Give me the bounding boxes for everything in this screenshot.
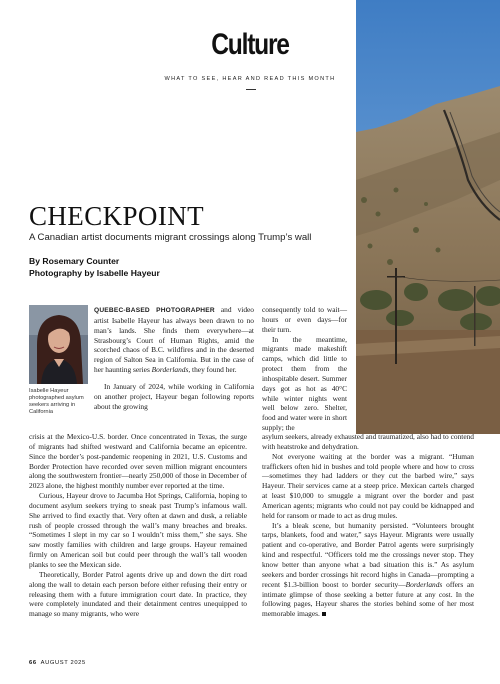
page-number: 66	[29, 660, 37, 666]
headline: CHECKPOINT	[29, 201, 205, 231]
issue-date: AUGUST 2025	[40, 660, 86, 666]
body-paragraph: asylum seekers, already exhausted and traumatized, also had to contend with heatstroke and dehydration.	[262, 432, 474, 451]
body-column-top-right	[262, 305, 347, 433]
body-paragraph: Theoretically, Border Patrol agents drive up and down the dirt road along the wall to detain each person before either refusing their entry or releasing them with a future immigration court date. In practice, they were completely inundated and their detainment centres unequipped to manage so many migrants, who were	[29, 569, 247, 619]
section-divider	[246, 89, 256, 90]
body-paragraph: crisis at the Mexico-U.S. border. Once concentrated in Texas, the surge of migrants had shifted westward and California became an epicentre. Since the border’s post-pandemic reopening in 2021, U.S. Customs and Border Protection have recorded over seven million migrant encounters along the southwestern frontier—nearly 250,000 of those in December of 2023 alone, the highest monthly number ever reported at the time.	[29, 432, 247, 491]
lead-in: QUEBEC-BASED PHOTOGRAPHER	[94, 307, 215, 314]
body-paragraph: In January of 2024, while working in California on another project, Hayeur began following reports about the growing	[94, 381, 254, 411]
folio	[29, 660, 86, 666]
body-column-top-left	[94, 305, 254, 411]
portrait-caption: Isabelle Hayeur photographed asylum seekers arriving in California	[29, 388, 84, 415]
portrait-photo	[29, 305, 88, 384]
body-paragraph: Not everyone waiting at the border was a migrant. “Human traffickers often hid in bushes and told people where and how to cross—sometimes they had ladders or they cut the barbed wire,” says Hayeur. Their services came at a steep price. Mexican cartels charged at least $10,000 to smuggle a migrant over the border and past American agents; migrants who could not pay could be kidnapped and held for ransom or made to act as drug mules.	[262, 451, 474, 520]
byline-photographer: Photography by Isabelle Hayeur	[29, 268, 160, 278]
end-mark-icon	[322, 612, 327, 617]
hero-photo	[356, 0, 500, 434]
byline-author: By Rosemary Counter	[29, 256, 120, 266]
body-paragraph: consequently told to wait—hours or even days—for their turn.	[262, 305, 347, 334]
body-paragraph: In the meantime, migrants made makeshift camps, which did little to protect them from the inhospitable desert. Summer days got as hot as 40°C while winter nights went well below zero. Shelter, food and water were in short supply; the	[262, 334, 347, 433]
deck: A Canadian artist documents migrant crossings along Trump’s wall	[29, 232, 312, 243]
body-paragraph: Curious, Hayeur drove to Jacumba Hot Springs, California, hoping to document asylum seekers trying to sneak past Trump’s infamous wall. She arrived to find exactly that. Very often at dawn and dusk, a reliable rush of people crossed through the wall’s many breaches and breaks. “Sometimes I slept in my car so I wouldn’t miss them,” she says. She saw mostly families with children and large groups. Hayeur remained firmly on American soil but could peer through the wall’s tall wooden planks to see the Mexican side.	[29, 491, 247, 569]
body-paragraph: QUEBEC-BASED PHOTOGRAPHER and video artist Isabelle Hayeur has always been drawn to no man’s lands. She finds them everywhere—at Strasbourg’s Court of Human Rights, amid the scorched chaos of B.C. wildfires and in the deserted region of Salton Sea in California. But in the case of her haunting series Borderlands, they found her.	[94, 305, 254, 375]
body-column-bottom-right	[262, 432, 474, 619]
section-subtitle: WHAT TO SEE, HEAR AND READ THIS MONTH	[164, 76, 336, 82]
section-title: Culture	[211, 28, 289, 61]
body-column-bottom-left	[29, 432, 247, 619]
body-paragraph: It’s a bleak scene, but humanity persisted. “Volunteers brought tarps, blankets, food and water,” says Hayeur. Migrants were usually patient and co-operative, and Border Patrol agents were surprisingly kind and respectful. “Officers told me the crossings never stop. They know better than anyone what a bad situation this is.” As asylum seekers and border crossings hit record highs in Canada—prompting a recent $1.3-billion boost to border security—Borderlands offers an intimate glimpse of those seeking a better future at any cost. In the following pages, Hayeur shares the stories behind some of her most memorable images.	[262, 520, 475, 619]
